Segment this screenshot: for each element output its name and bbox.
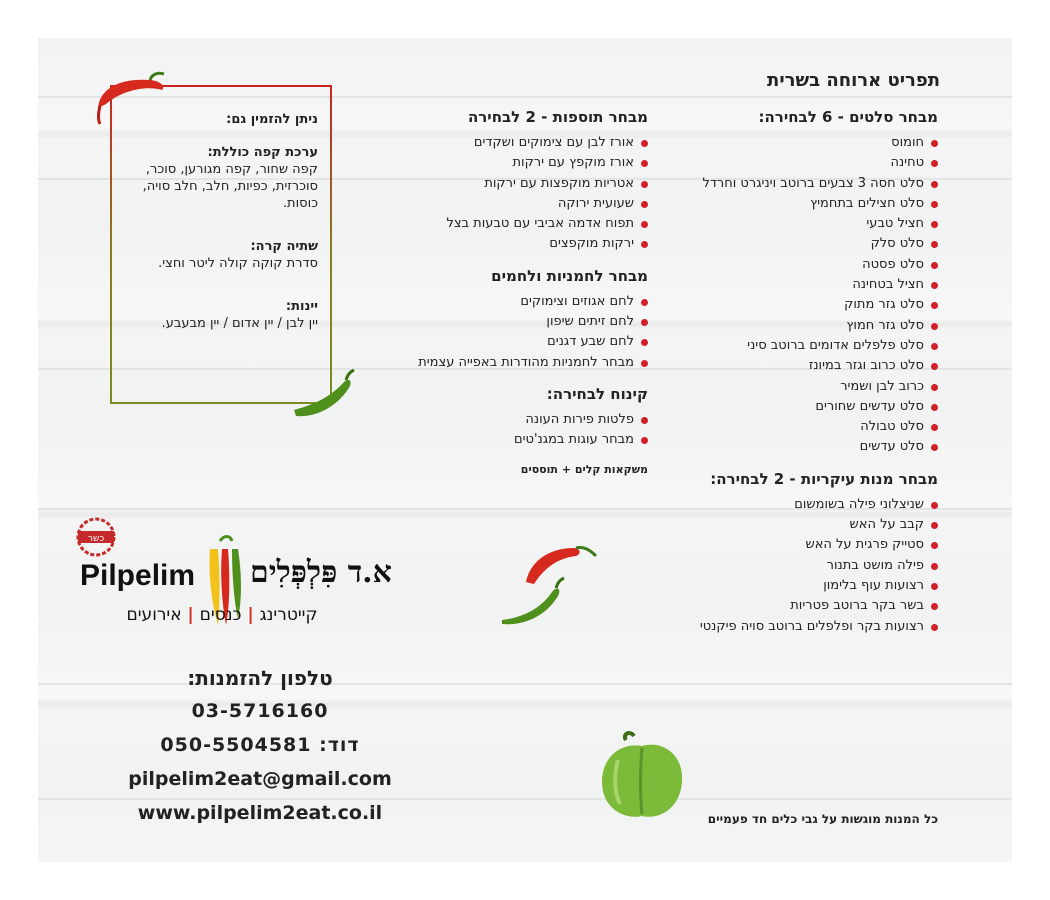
list-item: שניצלוני פילה בשומשום — [678, 495, 938, 515]
bell-pepper-icon — [596, 730, 688, 822]
list-item: שעועית ירוקה — [378, 194, 648, 214]
tagline-conferences: כנסים — [199, 605, 242, 625]
breads-list — [378, 292, 648, 373]
coffee-text: קפה שחור, קפה מגורען, סוכר, סוכרזית, כפיות, חלב, חלב סויה, כוסות. — [142, 162, 318, 211]
tagline-events: אירועים — [126, 605, 182, 625]
list-item: מבחר לחמניות מהודרות באפייה עצמית — [378, 353, 648, 373]
mains-list — [678, 495, 938, 637]
red-chili-icon — [90, 68, 170, 128]
list-item: סטייק פרגית על האש — [678, 535, 938, 555]
list-item: סלט חצילים בתחמיץ — [678, 194, 938, 214]
list-item: טחינה — [678, 153, 938, 173]
salads-title: מבחר סלטים - 6 לבחירה: — [758, 108, 938, 126]
list-item: סלט סלק — [678, 234, 938, 254]
breads-title: מבחר לחמניות ולחמים — [491, 266, 648, 285]
kosher-stamp-icon — [74, 515, 134, 559]
dessert-title: קינוח לבחירה: — [546, 384, 648, 403]
list-item: מבחר עוגות במגנ'טים — [378, 430, 648, 450]
list-item: סלט פלפלים אדומים ברוטב סיני — [678, 336, 938, 356]
tagline-catering: קייטרינג — [259, 605, 318, 625]
list-item: פילה מושט בתנור — [678, 556, 938, 576]
serving-note: כל המנות מוגשות על גבי כלים חד פעמיים — [707, 812, 938, 826]
list-item: ירקות מוקפצים — [378, 234, 648, 254]
sides-list — [378, 133, 648, 255]
list-item: סלט טבולה — [678, 417, 938, 437]
cold-drinks-title: שתיה קרה: — [250, 239, 318, 254]
email-address[interactable]: pilpelim2eat@gmail.com — [128, 768, 392, 790]
list-item: פלטות פירות העונה — [378, 410, 648, 430]
stamp-text: כשר — [87, 534, 105, 544]
contact-heading: טלפון להזמנות: — [187, 666, 333, 690]
list-item: אורז לבן עם צימוקים ושקדים — [378, 133, 648, 153]
list-item: חציל בטחינה — [678, 275, 938, 295]
logo-latin-text: Pilpelim — [80, 559, 196, 592]
coffee-title: ערכת קפה כוללת: — [207, 145, 318, 160]
extras-content — [123, 111, 318, 332]
salads-list — [678, 133, 938, 458]
list-item: קבב על האש — [678, 515, 938, 535]
green-chili-icon — [288, 366, 358, 422]
list-item: בשר בקר ברוטב פטריות — [678, 596, 938, 616]
list-item: סלט חסה 3 צבעים ברוטב ויניגרט וחרדל — [678, 174, 938, 194]
list-item: סלט כרוב וגזר במיונז — [678, 356, 938, 376]
list-item: רצועות עוף בלימון — [678, 576, 938, 596]
list-item: לחם שבע דגנים — [378, 332, 648, 352]
logo-hebrew-text: א.ד פִּלְפְּלִים — [250, 555, 392, 590]
drinks-note: משקאות קלים + תוססים — [520, 462, 648, 476]
wines-text: יין לבן / יין אדום / יין מבעבע. — [161, 316, 318, 331]
list-item: כרוב לבן ושמיר — [678, 377, 938, 397]
list-item: סלט גזר מתוק — [678, 295, 938, 315]
sides-column — [378, 108, 648, 476]
phone-number: 03-5716160 — [191, 700, 329, 722]
list-item: לחם זיתים שיפון — [378, 312, 648, 332]
salads-column — [678, 108, 938, 637]
sides-title: מבחר תוספות - 2 לבחירה — [467, 108, 648, 126]
logo-tagline: קייטרינג | כנסים | אירועים — [126, 605, 318, 625]
wines-title: יינות: — [285, 299, 318, 314]
list-item: לחם אגוזים וצימוקים — [378, 292, 648, 312]
list-item: רצועות בקר ופלפלים ברוטב סויה פיקנטי — [678, 617, 938, 637]
chili-peppers-icon — [496, 536, 606, 630]
wood-plank-line — [38, 798, 1012, 800]
extras-box — [110, 85, 332, 404]
list-item: אטריות מוקפצות עם ירקות — [378, 174, 648, 194]
dessert-list — [378, 410, 648, 451]
brand-logo — [80, 535, 440, 635]
list-item: סלט עדשים — [678, 437, 938, 457]
website-link[interactable]: www.pilpelim2eat.co.il — [137, 802, 383, 824]
list-item: סלט עדשים שחורים — [678, 397, 938, 417]
cold-drinks-text: סדרת קוקה קולה ליטר וחצי. — [158, 256, 318, 271]
list-item: סלט גזר חמוץ — [678, 316, 938, 336]
list-item: סלט פסטה — [678, 255, 938, 275]
extras-heading: ניתן להזמין גם: — [226, 112, 318, 127]
menu-title: תפריט ארוחה בשרית — [767, 70, 940, 91]
list-item: אורז מוקפץ עם ירקות — [378, 153, 648, 173]
list-item: חציל טבעי — [678, 214, 938, 234]
mobile-number: דוד: 050-5504581 — [160, 734, 360, 756]
list-item: תפוח אדמה אביבי עם טבעות בצל — [378, 214, 648, 234]
list-item: חומוס — [678, 133, 938, 153]
mains-title: מבחר מנות עיקריות - 2 לבחירה: — [710, 469, 938, 488]
